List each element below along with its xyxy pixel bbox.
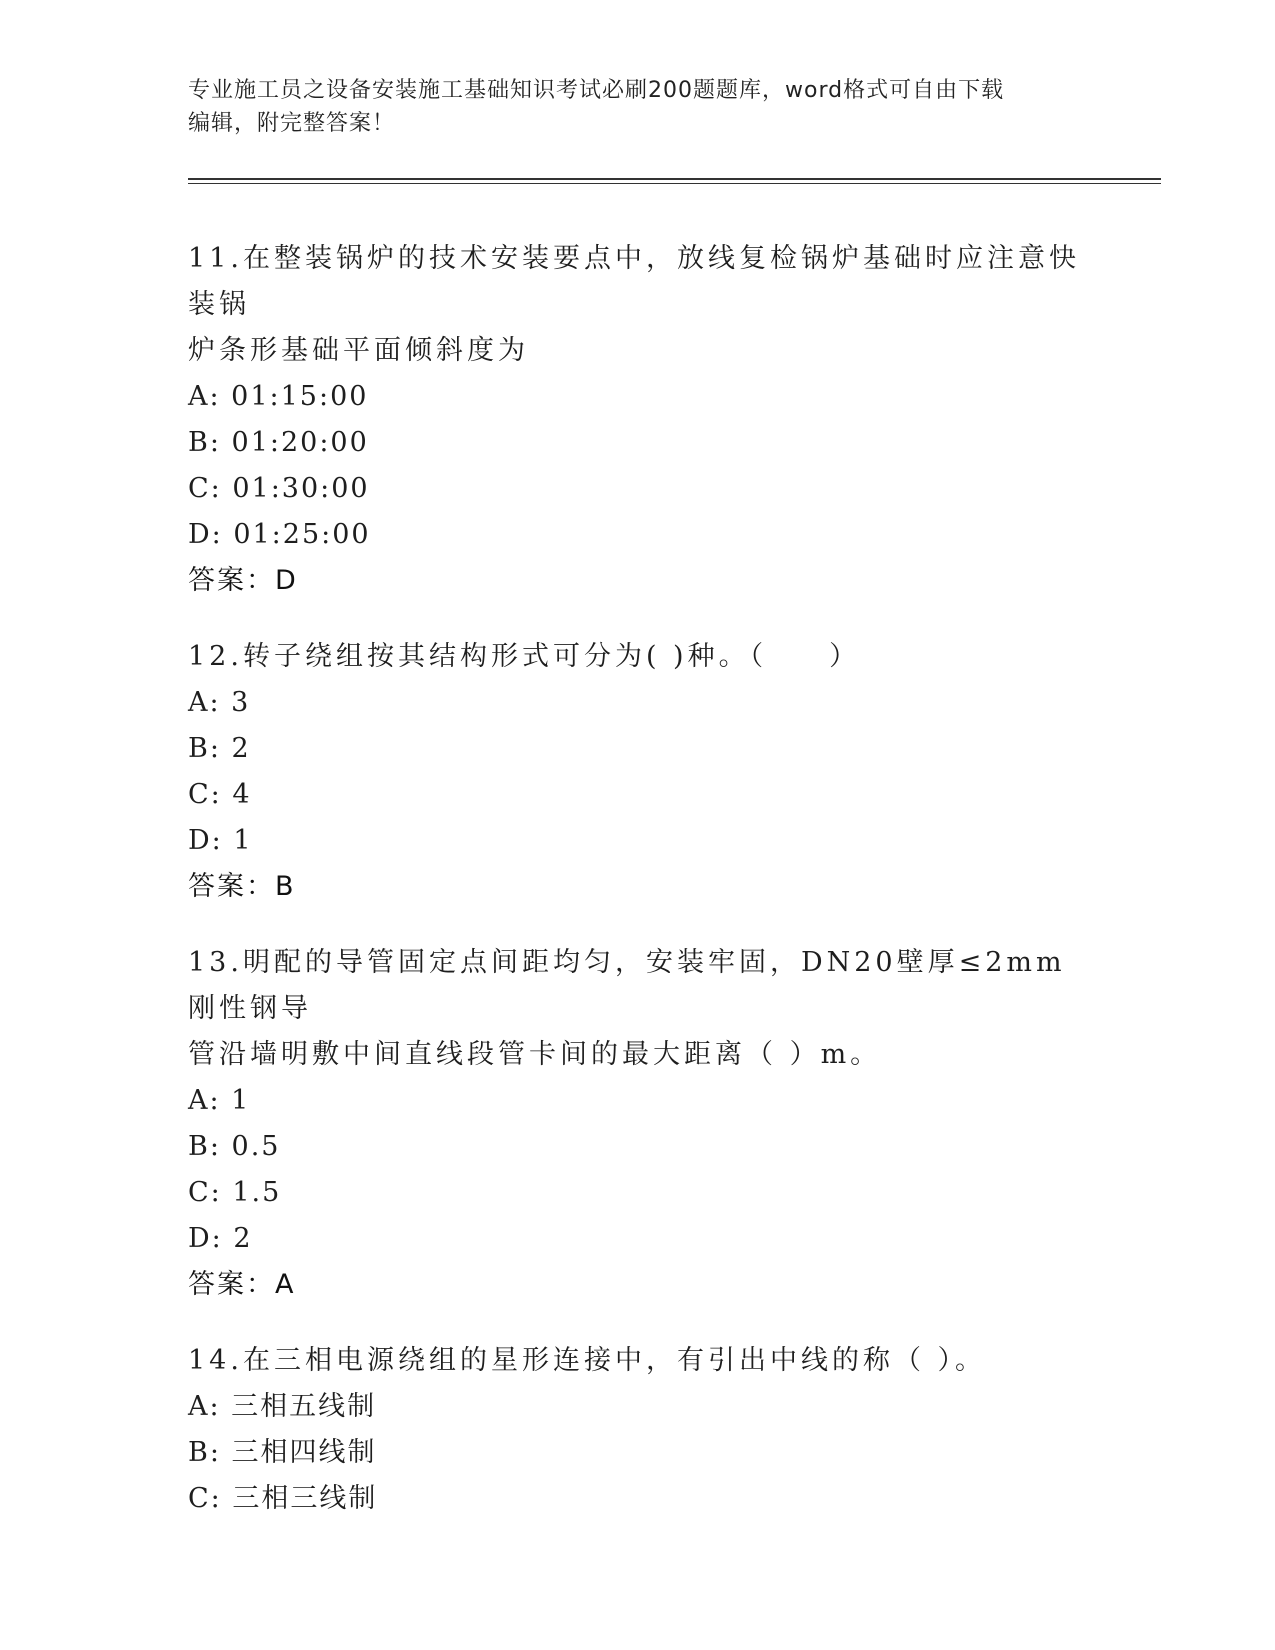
option-c: C: 4	[188, 779, 252, 810]
question-text	[188, 1338, 1088, 1384]
option-d: D: 1	[188, 825, 253, 856]
header-divider-top	[188, 178, 1161, 180]
answer-label: 答案：A	[188, 1269, 296, 1300]
option-a: A: 01:15:00	[188, 381, 369, 412]
question-14	[188, 1338, 1088, 1522]
question-text-line-1: 14.在三相电源绕组的星形连接中，有引出中线的称（ ）。	[188, 1345, 987, 1376]
option-b: B: 三相四线制	[188, 1437, 377, 1468]
question-12	[188, 634, 1088, 910]
question-text-line-2: 炉条形基础平面倾斜度为	[188, 335, 529, 366]
option-a: A: 三相五线制	[188, 1391, 377, 1422]
question-text	[188, 634, 1088, 680]
option-b: B: 01:20:00	[188, 427, 369, 458]
question-text-line-2: 管沿墙明敷中间直线段管卡间的最大距离（ ）m。	[188, 1039, 882, 1070]
option-b: B: 2	[188, 733, 251, 764]
question-text	[188, 940, 1088, 1078]
answer-label: 答案：D	[188, 565, 298, 596]
option-d: D: 2	[188, 1223, 253, 1254]
header-title-line-1: 专业施工员之设备安装施工基础知识考试必刷200题题库，word格式可自由下载	[188, 78, 1005, 103]
header-title-line-2: 编辑，附完整答案！	[188, 111, 396, 136]
option-d: D: 01:25:00	[188, 519, 371, 550]
question-text-line-1: 11.在整装锅炉的技术安装要点中，放线复检锅炉基础时应注意快装锅	[188, 243, 1080, 320]
option-c: C: 01:30:00	[188, 473, 370, 504]
question-11	[188, 236, 1088, 604]
option-a: A: 1	[188, 1085, 251, 1116]
option-c: C: 1.5	[188, 1177, 282, 1208]
question-text-line-1: 13.明配的导管固定点间距均匀，安装牢固，DN20壁厚≤2mm刚性钢导	[188, 947, 1066, 1024]
document-header	[188, 74, 1088, 140]
option-b: B: 0.5	[188, 1131, 281, 1162]
question-list	[188, 236, 1088, 1552]
question-text-line-1: 12.转子绕组按其结构形式可分为( )种。（ ）	[188, 641, 861, 672]
answer-label: 答案：B	[188, 871, 296, 902]
header-divider-bottom	[188, 183, 1161, 184]
question-13	[188, 940, 1088, 1308]
question-text	[188, 236, 1088, 374]
option-c: C: 三相三线制	[188, 1483, 378, 1514]
option-a: A: 3	[188, 687, 251, 718]
